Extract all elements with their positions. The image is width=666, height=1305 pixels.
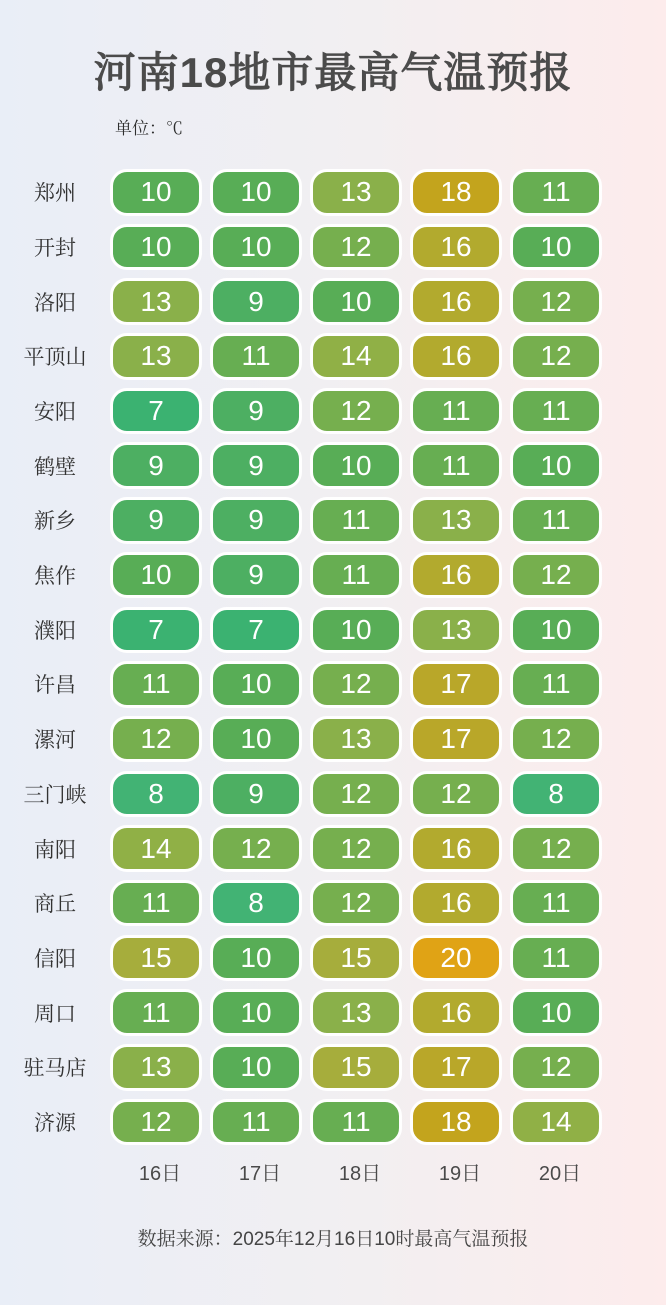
temp-cell: 11 [510,880,602,927]
city-label: 漯河 [34,729,76,753]
temp-cell: 14 [310,333,402,380]
temp-cell: 7 [110,388,202,435]
temp-cell: 9 [110,497,202,544]
city-label: 商丘 [34,893,76,917]
page-title: 河南18地市最高气温预报 [93,49,573,96]
temp-cell: 11 [510,661,602,708]
temp-cell: 11 [410,388,502,435]
temp-cell: 9 [210,497,302,544]
temp-cell: 14 [110,825,202,872]
temp-cell: 16 [410,224,502,271]
temp-cell: 9 [210,278,302,325]
temp-cell: 13 [110,1044,202,1091]
temp-cell: 11 [210,333,302,380]
temp-cell: 12 [310,880,402,927]
city-label: 濮阳 [34,619,76,643]
city-label: 驻马店 [23,1057,87,1081]
temp-cell: 7 [210,607,302,654]
temp-cell: 10 [210,716,302,763]
temp-cell: 13 [310,169,402,216]
temp-cell: 12 [110,716,202,763]
date-axis [0,1157,666,1186]
temp-cell: 18 [410,1099,502,1146]
temp-cell: 11 [110,661,202,708]
temp-cell: 11 [310,552,402,599]
temp-cell: 16 [410,333,502,380]
temp-cell: 17 [410,1044,502,1091]
temp-cell: 12 [510,278,602,325]
temp-cell: 12 [510,825,602,872]
temp-cell: 12 [510,552,602,599]
temp-cell: 11 [110,989,202,1036]
city-label: 洛阳 [34,291,76,315]
temp-cell: 13 [310,989,402,1036]
temp-cell: 10 [110,224,202,271]
temp-cell: 10 [510,224,602,271]
temp-cell: 12 [510,333,602,380]
temp-cell: 10 [210,661,302,708]
city-label: 许昌 [34,674,76,698]
temp-cell: 11 [510,935,602,982]
temp-cell: 16 [410,825,502,872]
temp-cell: 11 [110,880,202,927]
temp-cell: 10 [110,552,202,599]
temp-cell: 13 [110,333,202,380]
temp-cell: 9 [110,442,202,489]
temp-cell: 13 [310,716,402,763]
city-label: 开封 [34,236,76,260]
temp-cell: 20 [410,935,502,982]
temp-cell: 15 [110,935,202,982]
temp-cell: 9 [210,771,302,818]
city-label: 信阳 [34,947,76,971]
temp-cell: 17 [410,716,502,763]
date-label: 20日 [538,1163,582,1186]
temp-cell: 10 [110,169,202,216]
temp-cell: 7 [110,607,202,654]
temp-cell: 11 [310,497,402,544]
temp-cell: 10 [210,224,302,271]
temp-cell: 14 [510,1099,602,1146]
city-label: 平顶山 [23,346,87,370]
temp-cell: 12 [210,825,302,872]
city-label: 新乡 [34,510,76,534]
city-label: 三门峡 [23,783,87,807]
temp-cell: 12 [110,1099,202,1146]
temp-cell: 13 [410,607,502,654]
city-label: 南阳 [34,838,76,862]
date-label: 16日 [138,1163,182,1186]
temperature-grid [0,169,666,1145]
temp-cell: 10 [310,442,402,489]
temp-cell: 9 [210,442,302,489]
temp-cell: 11 [510,388,602,435]
temp-cell: 9 [210,552,302,599]
temp-cell: 11 [210,1099,302,1146]
temp-cell: 8 [510,771,602,818]
temp-cell: 10 [310,278,402,325]
temp-cell: 11 [510,497,602,544]
temp-cell: 12 [310,388,402,435]
city-label: 郑州 [34,182,76,206]
temp-cell: 10 [210,935,302,982]
temp-cell: 16 [410,552,502,599]
city-label: 济源 [34,1111,76,1135]
temp-cell: 12 [310,771,402,818]
temp-cell: 8 [210,880,302,927]
temp-cell: 15 [310,1044,402,1091]
temp-cell: 12 [310,661,402,708]
temp-cell: 16 [410,880,502,927]
temp-cell: 18 [410,169,502,216]
temp-cell: 12 [310,825,402,872]
temp-cell: 12 [310,224,402,271]
temp-cell: 16 [410,278,502,325]
date-axis-spacer [0,1157,110,1186]
temp-cell: 12 [510,716,602,763]
city-label: 安阳 [34,401,76,424]
temp-cell: 11 [510,169,602,216]
temp-cell: 11 [310,1099,402,1146]
city-label: 焦作 [34,565,76,589]
temp-cell: 11 [410,442,502,489]
temp-cell: 8 [110,771,202,818]
temp-cell: 10 [510,442,602,489]
unit-label: 单位：℃ [115,119,183,138]
temp-cell: 12 [410,771,502,818]
temp-cell: 16 [410,989,502,1036]
temp-cell: 10 [310,607,402,654]
temp-cell: 9 [210,388,302,435]
temp-cell: 15 [310,935,402,982]
temp-cell: 10 [210,989,302,1036]
date-label: 19日 [438,1163,482,1186]
date-label: 18日 [338,1163,382,1186]
temp-cell: 17 [410,661,502,708]
temp-cell: 10 [510,989,602,1036]
temp-cell: 12 [510,1044,602,1091]
temp-cell: 13 [410,497,502,544]
temp-cell: 13 [110,278,202,325]
temp-cell: 10 [210,1044,302,1091]
data-source: 数据来源：2025年12月16日10时最高气温预报 [137,1229,529,1251]
date-label: 17日 [238,1163,282,1186]
temp-cell: 10 [510,607,602,654]
city-label: 鹤壁 [34,455,76,479]
city-label: 周口 [34,1002,76,1026]
temp-cell: 10 [210,169,302,216]
